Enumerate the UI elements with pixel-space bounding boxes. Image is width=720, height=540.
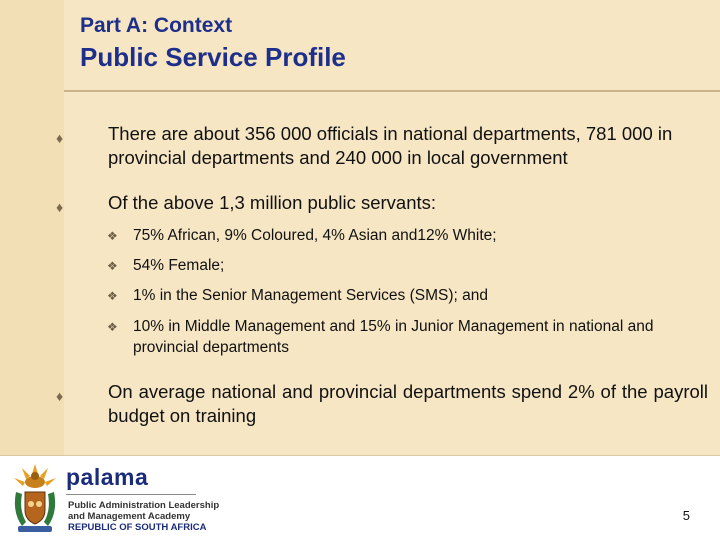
star-bullet-icon: ❖ [107,259,118,273]
logo-wordmark: palama [66,464,149,490]
star-bullet-icon: ❖ [107,289,118,303]
coat-of-arms-icon [8,462,62,536]
bullet-text: There are about 356 000 officials in national departments, 781 000 in provincial departments and 240 000 in local government [108,123,673,168]
diamond-bullet-icon: ♦ [56,199,64,215]
bullet-text: On average national and provincial departments spend 2% of the payroll budget on training [108,381,708,426]
logo-tagline-3: REPUBLIC OF SOUTH AFRICA [68,522,207,533]
diamond-bullet-icon: ♦ [56,130,64,146]
page-number: 5 [682,508,690,523]
palama-logo [66,464,220,534]
sub-bullet-management [107,316,708,358]
bullet-public-servants [56,191,708,215]
diamond-bullet-icon: ♦ [56,388,64,404]
slide-footer [0,455,720,540]
logo-tagline-1: Public Administration Leadership [68,500,220,511]
bullet-text: Of the above 1,3 million public servants: [108,192,437,213]
section-title: Part A: Context [80,14,233,37]
sub-bullet-race [107,225,708,246]
logo-divider [66,494,196,495]
sub-bullet-text: 1% in the Senior Management Services (SMS); and [133,287,488,304]
logo-tagline-2: and Management Academy [68,511,191,522]
sub-bullet-text: 75% African, 9% Coloured, 4% Asian and12% White; [133,227,497,244]
bullet-officials [56,122,708,170]
star-bullet-icon: ❖ [107,320,118,334]
bullet-training [56,380,708,428]
star-bullet-icon: ❖ [107,229,118,243]
sub-bullet-text: 10% in Middle Management and 15% in Junior Management in national and provincial departments [133,318,654,356]
sub-bullet-female [107,255,708,276]
sub-bullet-sms [107,285,708,306]
page-title: Public Service Profile [80,42,346,72]
sub-bullet-text: 54% Female; [133,257,225,274]
